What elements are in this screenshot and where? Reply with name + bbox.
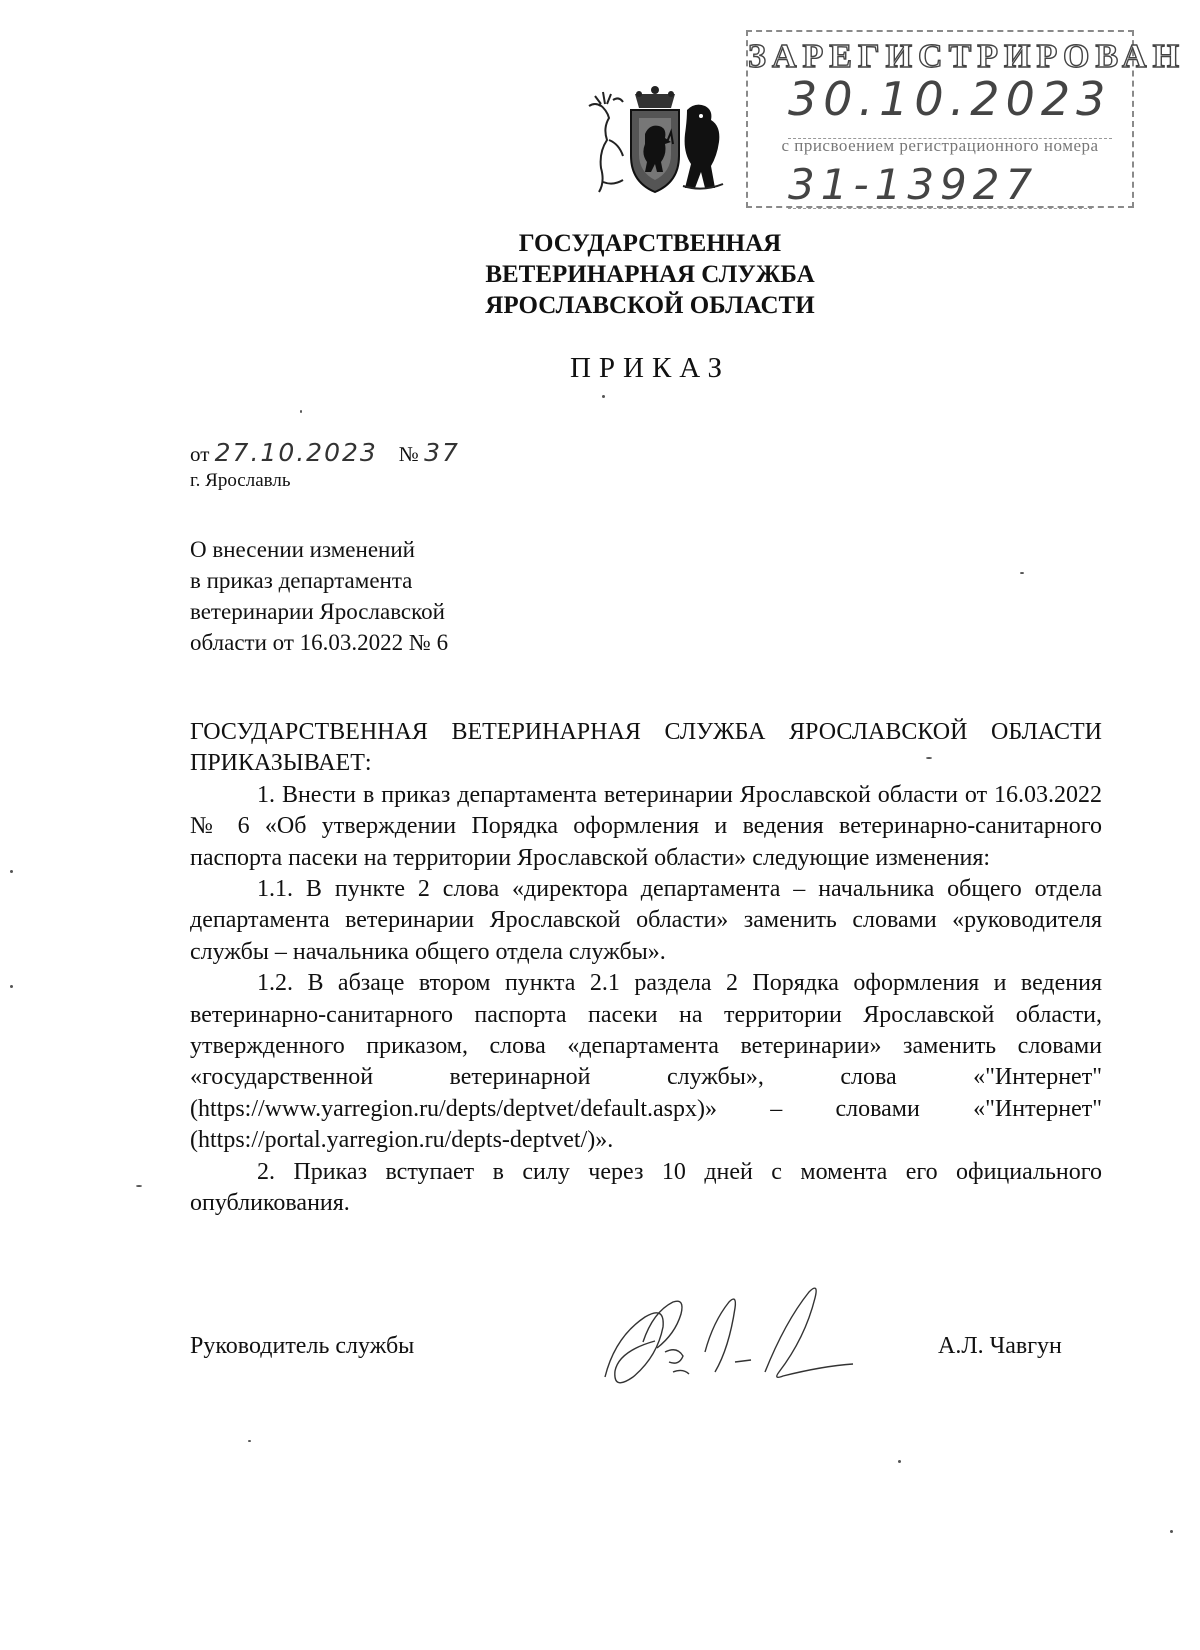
order-body	[190, 717, 1102, 1220]
order-date: 27.10.2023	[214, 438, 378, 467]
signatory-role: Руководитель службы	[190, 1333, 415, 1359]
agency-line: ЯРОСЛАВСКОЙ ОБЛАСТИ	[485, 292, 815, 319]
scan-speck	[602, 395, 605, 398]
scan-speck	[248, 1440, 251, 1442]
scan-speck	[10, 985, 13, 988]
subject-line: в приказ департамента	[190, 568, 413, 593]
signature-image	[595, 1282, 895, 1392]
order-number: 37	[424, 438, 460, 467]
subject-line: области от 16.03.2022 № 6	[190, 630, 449, 655]
stamp-date: 30.10.2023	[788, 72, 1112, 126]
city: г. Ярославль	[190, 470, 291, 491]
scan-speck	[1020, 572, 1024, 574]
scan-speck	[136, 1185, 142, 1187]
scan-speck	[10, 870, 13, 873]
paragraph: 1. Внести в приказ департамента ветеринарии Ярославской области от 16.03.2022 № 6 «Об утверждении Порядка оформления и ведения ветеринарно-санитарного паспорта пасеки на территории Ярославской области» следующие изменения:	[190, 781, 1102, 871]
paragraph: 1.1. В пункте 2 слова «директора департамента – начальника общего отдела департамента ветеринарии Ярославской области» заменить словами «руководителя службы – начальника общего отдела службы».	[190, 876, 1102, 965]
stamp-number: 31-13927	[788, 160, 1039, 209]
stamp-title: ЗАРЕГИСТРИРОВАН	[748, 38, 1186, 75]
agency-line: ГОСУДАРСТВЕННАЯ	[518, 230, 782, 257]
scan-speck	[926, 757, 932, 759]
stamp-caption: с присвоением регистрационного номера	[781, 136, 1099, 155]
coat-of-arms-icon	[583, 82, 729, 202]
document-type: ПРИКАЗ	[569, 352, 731, 384]
registration-stamp	[746, 30, 1186, 209]
scan-speck	[1170, 1530, 1173, 1533]
order-date-number	[190, 438, 460, 467]
agency-line: ВЕТЕРИНАРНАЯ СЛУЖБА	[485, 261, 815, 288]
paragraph: 1.2. В абзаце втором пункта 2.1 раздела 2 Порядка оформления и ведения ветеринарно-санитарного паспорта пасеки на территории Ярославской области, утвержденного приказом, слова «департамента ветеринарии» заменить словами «государственной ветеринарной службы», слова «"Интернет" (https://www.yarregion.ru/depts/deptvet/default.aspx)» – словами «"Интернет" (https://portal.yarregion.ru/depts-deptvet/)».	[190, 970, 1102, 1154]
scan-speck	[300, 410, 302, 413]
paragraph: 2. Приказ вступает в силу через 10 дней с момента его официального опубликования.	[190, 1158, 1102, 1217]
subject-line: О внесении изменений	[190, 537, 415, 562]
order-subject	[190, 534, 448, 658]
signatory-name: А.Л. Чавгун	[938, 1333, 1062, 1359]
subject-line: ветеринарии Ярославской	[190, 599, 445, 624]
number-label: №	[398, 442, 419, 466]
stamp-divider	[788, 208, 1092, 209]
scan-speck	[898, 1460, 901, 1463]
from-label: от	[190, 442, 210, 466]
agency-name	[440, 228, 860, 321]
preamble: ГОСУДАРСТВЕННАЯ ВЕТЕРИНАРНАЯ СЛУЖБА ЯРОСЛАВСКОЙ ОБЛАСТИ ПРИКАЗЫВАЕТ:	[190, 719, 1102, 777]
